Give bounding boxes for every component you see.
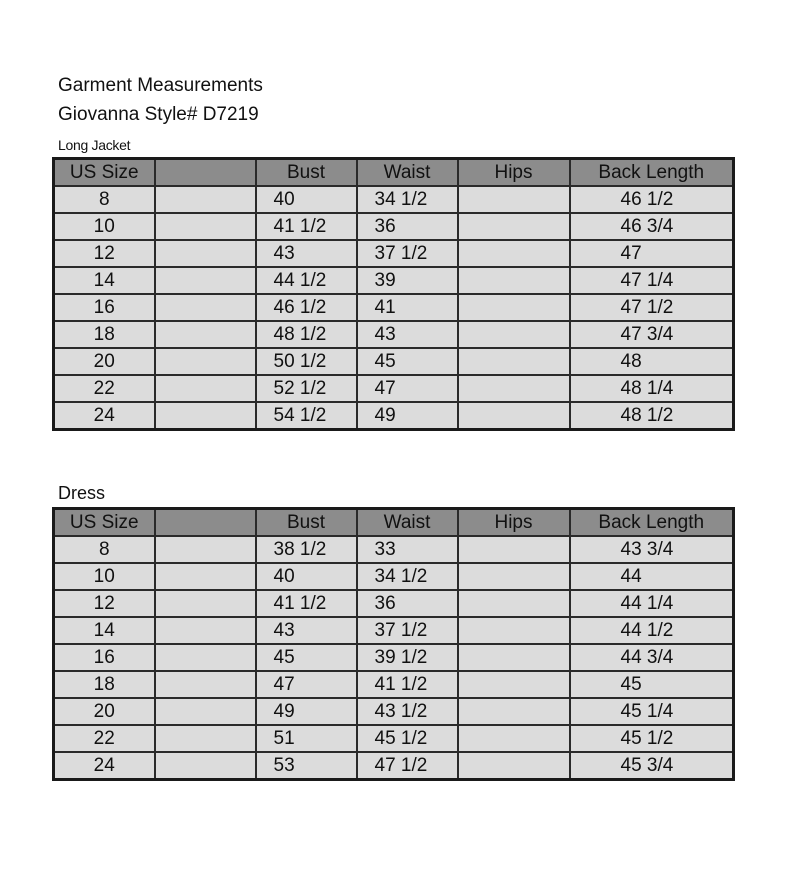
cell-us-size: 12 <box>54 590 155 617</box>
cell-hips <box>458 671 570 698</box>
cell-hips <box>458 536 570 563</box>
cell-blank <box>155 671 256 698</box>
cell-back-length: 45 3/4 <box>570 752 734 780</box>
cell-waist: 47 1/2 <box>357 752 458 780</box>
cell-hips <box>458 240 570 267</box>
cell-back-length: 44 1/4 <box>570 590 734 617</box>
cell-us-size: 8 <box>54 186 155 213</box>
cell-bust: 49 <box>256 698 357 725</box>
cell-back-length: 47 1/4 <box>570 267 734 294</box>
cell-hips <box>458 752 570 780</box>
table-row <box>54 563 734 590</box>
dress-label: Dress <box>58 483 106 503</box>
cell-back-length: 45 <box>570 671 734 698</box>
cell-waist: 33 <box>357 536 458 563</box>
table-row <box>54 536 734 563</box>
table-row <box>54 213 734 240</box>
cell-back-length: 44 1/2 <box>570 617 734 644</box>
style-number: Giovanna Style# D7219 <box>58 104 259 125</box>
cell-waist: 41 1/2 <box>357 671 458 698</box>
table-row <box>54 375 734 402</box>
cell-waist: 39 <box>357 267 458 294</box>
header-blank <box>155 159 256 187</box>
cell-back-length: 48 1/4 <box>570 375 734 402</box>
cell-bust: 40 <box>256 186 357 213</box>
cell-hips <box>458 348 570 375</box>
cell-us-size: 14 <box>54 617 155 644</box>
cell-us-size: 10 <box>54 563 155 590</box>
cell-bust: 46 1/2 <box>256 294 357 321</box>
cell-bust: 52 1/2 <box>256 375 357 402</box>
header-blank <box>155 509 256 537</box>
cell-us-size: 24 <box>54 752 155 780</box>
cell-bust: 41 1/2 <box>256 590 357 617</box>
table-row <box>54 698 734 725</box>
cell-blank <box>155 617 256 644</box>
cell-us-size: 22 <box>54 725 155 752</box>
header-us-size: US Size <box>54 159 155 187</box>
cell-bust: 43 <box>256 617 357 644</box>
cell-bust: 43 <box>256 240 357 267</box>
document-title: Garment Measurements <box>58 75 263 96</box>
cell-waist: 37 1/2 <box>357 240 458 267</box>
cell-bust: 47 <box>256 671 357 698</box>
header-bust: Bust <box>256 159 357 187</box>
cell-blank <box>155 375 256 402</box>
cell-blank <box>155 294 256 321</box>
table-row <box>54 402 734 430</box>
table-row <box>54 240 734 267</box>
header-hips: Hips <box>458 509 570 537</box>
table-row <box>54 671 734 698</box>
cell-bust: 54 1/2 <box>256 402 357 430</box>
cell-blank <box>155 186 256 213</box>
cell-hips <box>458 590 570 617</box>
cell-bust: 53 <box>256 752 357 780</box>
cell-back-length: 47 3/4 <box>570 321 734 348</box>
table-row <box>54 348 734 375</box>
cell-us-size: 16 <box>54 294 155 321</box>
cell-hips <box>458 294 570 321</box>
cell-bust: 45 <box>256 644 357 671</box>
cell-us-size: 18 <box>54 671 155 698</box>
header-waist: Waist <box>357 159 458 187</box>
header-us-size: US Size <box>54 509 155 537</box>
long-jacket-rows <box>54 186 734 430</box>
cell-waist: 37 1/2 <box>357 617 458 644</box>
dress-table <box>52 507 735 781</box>
cell-blank <box>155 644 256 671</box>
cell-us-size: 18 <box>54 321 155 348</box>
cell-blank <box>155 563 256 590</box>
header-back-length: Back Length <box>570 509 734 537</box>
cell-blank <box>155 725 256 752</box>
cell-waist: 36 <box>357 213 458 240</box>
cell-back-length: 48 1/2 <box>570 402 734 430</box>
cell-blank <box>155 321 256 348</box>
cell-bust: 44 1/2 <box>256 267 357 294</box>
cell-back-length: 46 3/4 <box>570 213 734 240</box>
table-row <box>54 186 734 213</box>
cell-waist: 43 1/2 <box>357 698 458 725</box>
cell-us-size: 10 <box>54 213 155 240</box>
cell-back-length: 47 <box>570 240 734 267</box>
cell-back-length: 44 <box>570 563 734 590</box>
cell-back-length: 47 1/2 <box>570 294 734 321</box>
cell-waist: 41 <box>357 294 458 321</box>
cell-blank <box>155 402 256 430</box>
cell-hips <box>458 698 570 725</box>
cell-hips <box>458 402 570 430</box>
cell-blank <box>155 267 256 294</box>
cell-back-length: 43 3/4 <box>570 536 734 563</box>
table-row <box>54 294 734 321</box>
cell-hips <box>458 321 570 348</box>
long-jacket-table <box>52 157 735 431</box>
cell-bust: 48 1/2 <box>256 321 357 348</box>
cell-bust: 40 <box>256 563 357 590</box>
header-row <box>54 159 734 187</box>
header-hips: Hips <box>458 159 570 187</box>
cell-blank <box>155 348 256 375</box>
cell-us-size: 16 <box>54 644 155 671</box>
cell-blank <box>155 536 256 563</box>
cell-waist: 45 <box>357 348 458 375</box>
cell-us-size: 22 <box>54 375 155 402</box>
table-row <box>54 590 734 617</box>
cell-us-size: 24 <box>54 402 155 430</box>
cell-blank <box>155 213 256 240</box>
dress-rows <box>54 536 734 780</box>
cell-bust: 41 1/2 <box>256 213 357 240</box>
header-waist: Waist <box>357 509 458 537</box>
cell-waist: 34 1/2 <box>357 186 458 213</box>
cell-waist: 39 1/2 <box>357 644 458 671</box>
header-bust: Bust <box>256 509 357 537</box>
cell-us-size: 20 <box>54 698 155 725</box>
cell-hips <box>458 563 570 590</box>
cell-waist: 45 1/2 <box>357 725 458 752</box>
cell-bust: 38 1/2 <box>256 536 357 563</box>
cell-us-size: 14 <box>54 267 155 294</box>
cell-hips <box>458 644 570 671</box>
cell-us-size: 8 <box>54 536 155 563</box>
cell-blank <box>155 590 256 617</box>
cell-waist: 47 <box>357 375 458 402</box>
cell-blank <box>155 240 256 267</box>
cell-hips <box>458 725 570 752</box>
table-row <box>54 752 734 780</box>
cell-hips <box>458 617 570 644</box>
cell-waist: 34 1/2 <box>357 563 458 590</box>
cell-back-length: 45 1/2 <box>570 725 734 752</box>
cell-back-length: 46 1/2 <box>570 186 734 213</box>
cell-hips <box>458 267 570 294</box>
cell-bust: 51 <box>256 725 357 752</box>
header-back-length: Back Length <box>570 159 734 187</box>
long-jacket-label: Long Jacket <box>58 137 131 153</box>
table-row <box>54 321 734 348</box>
cell-waist: 49 <box>357 402 458 430</box>
cell-blank <box>155 698 256 725</box>
cell-us-size: 12 <box>54 240 155 267</box>
cell-waist: 43 <box>357 321 458 348</box>
table-row <box>54 267 734 294</box>
cell-us-size: 20 <box>54 348 155 375</box>
cell-back-length: 44 3/4 <box>570 644 734 671</box>
cell-bust: 50 1/2 <box>256 348 357 375</box>
table-row <box>54 725 734 752</box>
header-row <box>54 509 734 537</box>
cell-back-length: 45 1/4 <box>570 698 734 725</box>
cell-hips <box>458 186 570 213</box>
cell-hips <box>458 375 570 402</box>
table-row <box>54 617 734 644</box>
cell-hips <box>458 213 570 240</box>
cell-back-length: 48 <box>570 348 734 375</box>
cell-waist: 36 <box>357 590 458 617</box>
cell-blank <box>155 752 256 780</box>
table-row <box>54 644 734 671</box>
